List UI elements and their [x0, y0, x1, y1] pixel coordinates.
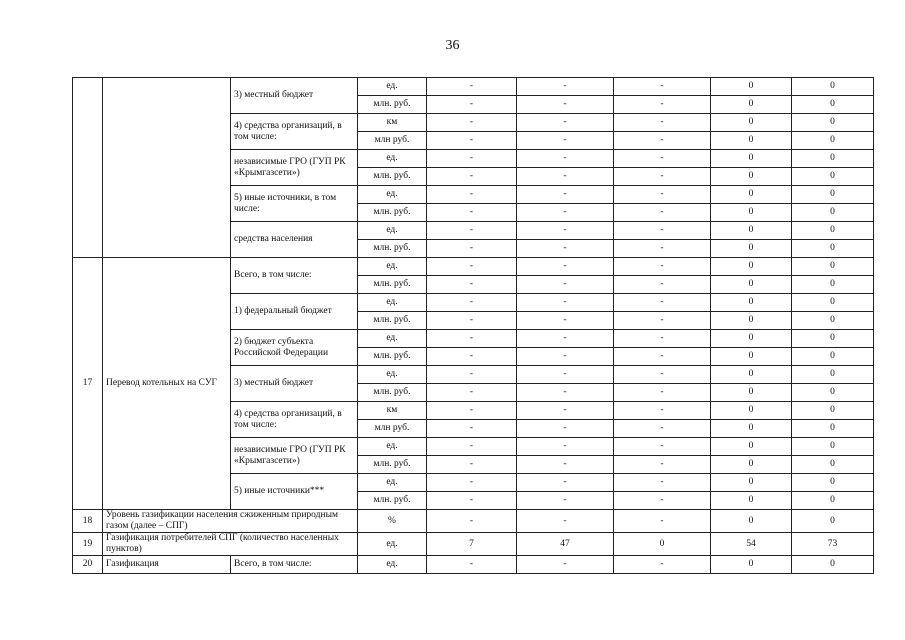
table-row	[73, 510, 874, 533]
value-cell: -	[614, 420, 711, 438]
value-cell: 0	[711, 438, 792, 456]
value-cell: 0	[711, 150, 792, 168]
value-cell: 0	[792, 240, 874, 258]
value-cell: -	[517, 168, 614, 186]
unit-cell: млн руб.	[358, 420, 427, 438]
value-cell: 0	[792, 348, 874, 366]
unit-cell: ед.	[358, 533, 427, 556]
value-cell: -	[427, 258, 517, 276]
value-cell: -	[517, 312, 614, 330]
value-cell: 0	[792, 258, 874, 276]
value-cell: 0	[711, 276, 792, 294]
row-name: Газификация потребителей СПГ (количество населенных пунктов)	[103, 533, 358, 556]
value-cell: 0	[711, 312, 792, 330]
table-row	[73, 258, 874, 276]
value-cell: -	[614, 258, 711, 276]
value-cell: -	[517, 330, 614, 348]
value-cell: -	[614, 348, 711, 366]
value-cell: -	[427, 204, 517, 222]
value-cell: -	[614, 384, 711, 402]
value-cell: -	[427, 276, 517, 294]
value-cell: -	[517, 204, 614, 222]
row-number: 18	[73, 510, 103, 533]
unit-cell: км	[358, 114, 427, 132]
value-cell: -	[517, 114, 614, 132]
value-cell: -	[427, 510, 517, 533]
value-cell: -	[517, 132, 614, 150]
value-cell: 0	[711, 420, 792, 438]
value-cell: -	[517, 348, 614, 366]
value-cell: -	[517, 556, 614, 574]
value-cell: -	[427, 186, 517, 204]
value-cell: 0	[792, 438, 874, 456]
unit-cell: ед.	[358, 222, 427, 240]
subrow-label: 5) иные источники, в том числе:	[231, 186, 358, 222]
value-cell: 0	[792, 204, 874, 222]
subrow-label: 5) иные источники***	[231, 474, 358, 510]
value-cell: 0	[792, 456, 874, 474]
unit-cell: ед.	[358, 186, 427, 204]
unit-cell: ед.	[358, 366, 427, 384]
unit-cell: ед.	[358, 258, 427, 276]
value-cell: -	[427, 132, 517, 150]
value-cell: 0	[711, 78, 792, 96]
value-cell: -	[517, 402, 614, 420]
value-cell: 0	[792, 384, 874, 402]
value-cell: 0	[711, 168, 792, 186]
subrow-label: независимые ГРО (ГУП РК «Крымгазсети»)	[231, 150, 358, 186]
value-cell: -	[517, 258, 614, 276]
unit-cell: ед.	[358, 78, 427, 96]
unit-cell: млн. руб.	[358, 204, 427, 222]
value-cell: -	[517, 438, 614, 456]
value-cell: -	[517, 492, 614, 510]
data-table	[72, 77, 874, 574]
value-cell: 0	[614, 533, 711, 556]
value-cell: 0	[792, 402, 874, 420]
value-cell: 0	[792, 492, 874, 510]
value-cell: -	[517, 474, 614, 492]
value-cell: 0	[792, 556, 874, 574]
value-cell: 0	[792, 276, 874, 294]
value-cell: -	[427, 420, 517, 438]
value-cell: -	[517, 96, 614, 114]
value-cell: -	[427, 492, 517, 510]
unit-cell: млн. руб.	[358, 456, 427, 474]
value-cell: 0	[792, 294, 874, 312]
value-cell: 73	[792, 533, 874, 556]
value-cell: 0	[711, 294, 792, 312]
value-cell: 0	[792, 330, 874, 348]
value-cell: -	[517, 186, 614, 204]
value-cell: -	[614, 114, 711, 132]
unit-cell: млн. руб.	[358, 168, 427, 186]
value-cell: -	[427, 348, 517, 366]
value-cell: -	[614, 510, 711, 533]
value-cell: 0	[711, 240, 792, 258]
unit-cell: км	[358, 402, 427, 420]
row-name: Перевод котельных на СУГ	[103, 258, 231, 510]
value-cell: 0	[711, 348, 792, 366]
value-cell: -	[427, 402, 517, 420]
unit-cell: ед.	[358, 556, 427, 574]
subrow-label: 1) федеральный бюджет	[231, 294, 358, 330]
value-cell: 0	[711, 556, 792, 574]
value-cell: -	[517, 456, 614, 474]
value-cell: 0	[711, 384, 792, 402]
value-cell: -	[517, 150, 614, 168]
value-cell: -	[427, 168, 517, 186]
value-cell: 0	[711, 474, 792, 492]
subrow-label: независимые ГРО (ГУП РК «Крымгазсети»)	[231, 438, 358, 474]
unit-cell: ед.	[358, 438, 427, 456]
value-cell: 0	[711, 186, 792, 204]
value-cell: -	[517, 240, 614, 258]
row-number: 19	[73, 533, 103, 556]
unit-cell: ед.	[358, 330, 427, 348]
value-cell: -	[614, 132, 711, 150]
value-cell: -	[614, 96, 711, 114]
unit-cell: млн. руб.	[358, 276, 427, 294]
value-cell: -	[517, 510, 614, 533]
value-cell: 0	[711, 330, 792, 348]
row-name: Газификация	[103, 556, 231, 574]
value-cell: 7	[427, 533, 517, 556]
value-cell: -	[427, 456, 517, 474]
value-cell: 0	[711, 96, 792, 114]
unit-cell: млн. руб.	[358, 384, 427, 402]
subrow-label: 3) местный бюджет	[231, 78, 358, 114]
value-cell: 0	[792, 96, 874, 114]
row-number: 17	[73, 258, 103, 510]
unit-cell: млн. руб.	[358, 96, 427, 114]
value-cell: -	[427, 384, 517, 402]
value-cell: -	[517, 366, 614, 384]
unit-cell: млн. руб.	[358, 348, 427, 366]
value-cell: 0	[711, 510, 792, 533]
value-cell: -	[614, 402, 711, 420]
value-cell: -	[517, 78, 614, 96]
value-cell: 0	[711, 132, 792, 150]
value-cell: -	[614, 168, 711, 186]
value-cell: 0	[792, 474, 874, 492]
value-cell: -	[614, 312, 711, 330]
value-cell: 0	[792, 168, 874, 186]
value-cell: 0	[792, 222, 874, 240]
value-cell: -	[614, 492, 711, 510]
value-cell: 0	[711, 114, 792, 132]
unit-cell: ед.	[358, 150, 427, 168]
unit-cell: %	[358, 510, 427, 533]
value-cell: 0	[792, 186, 874, 204]
row-number: 20	[73, 556, 103, 574]
unit-cell: млн. руб.	[358, 312, 427, 330]
value-cell: -	[614, 330, 711, 348]
value-cell: -	[427, 240, 517, 258]
subrow-label: 4) средства организаций, в том числе:	[231, 114, 358, 150]
value-cell: -	[427, 96, 517, 114]
value-cell: -	[614, 366, 711, 384]
row-name-cell	[103, 78, 231, 258]
subrow-label: Всего, в том числе:	[231, 556, 358, 574]
subrow-label: 2) бюджет субъекта Российской Федерации	[231, 330, 358, 366]
value-cell: -	[614, 556, 711, 574]
value-cell: 0	[711, 492, 792, 510]
value-cell: 0	[711, 402, 792, 420]
value-cell: -	[517, 294, 614, 312]
unit-cell: млн. руб.	[358, 240, 427, 258]
value-cell: 54	[711, 533, 792, 556]
value-cell: 0	[711, 258, 792, 276]
value-cell: 0	[711, 456, 792, 474]
subrow-label: 3) местный бюджет	[231, 366, 358, 402]
value-cell: -	[427, 330, 517, 348]
subrow-label: 4) средства организаций, в том числе:	[231, 402, 358, 438]
unit-cell: ед.	[358, 474, 427, 492]
table-row	[73, 556, 874, 574]
value-cell: -	[517, 384, 614, 402]
table-row	[73, 533, 874, 556]
value-cell: -	[517, 222, 614, 240]
value-cell: 0	[792, 78, 874, 96]
value-cell: 0	[711, 222, 792, 240]
unit-cell: млн руб.	[358, 132, 427, 150]
value-cell: 47	[517, 533, 614, 556]
value-cell: -	[614, 240, 711, 258]
value-cell: 0	[792, 366, 874, 384]
value-cell: -	[517, 420, 614, 438]
value-cell: -	[427, 78, 517, 96]
unit-cell: ед.	[358, 294, 427, 312]
value-cell: -	[614, 186, 711, 204]
value-cell: 0	[792, 114, 874, 132]
value-cell: 0	[792, 312, 874, 330]
value-cell: -	[427, 366, 517, 384]
value-cell: -	[427, 222, 517, 240]
value-cell: 0	[792, 132, 874, 150]
value-cell: -	[614, 204, 711, 222]
table-row	[73, 78, 874, 96]
value-cell: -	[427, 114, 517, 132]
page-number: 36	[445, 38, 460, 53]
value-cell: -	[614, 78, 711, 96]
value-cell: -	[614, 276, 711, 294]
value-cell: -	[427, 438, 517, 456]
value-cell: -	[427, 312, 517, 330]
subrow-label: средства населения	[231, 222, 358, 258]
value-cell: -	[427, 294, 517, 312]
value-cell: -	[427, 150, 517, 168]
row-number-cell	[73, 78, 103, 258]
value-cell: -	[614, 150, 711, 168]
subrow-label: Всего, в том числе:	[231, 258, 358, 294]
value-cell: -	[614, 222, 711, 240]
value-cell: -	[614, 294, 711, 312]
value-cell: 0	[792, 510, 874, 533]
value-cell: -	[427, 556, 517, 574]
value-cell: -	[427, 474, 517, 492]
row-name: Уровень газификации населения сжиженным природным газом (далее – СПГ)	[103, 510, 358, 533]
value-cell: -	[614, 474, 711, 492]
value-cell: 0	[792, 420, 874, 438]
value-cell: -	[614, 456, 711, 474]
value-cell: 0	[711, 204, 792, 222]
unit-cell: млн. руб.	[358, 492, 427, 510]
value-cell: -	[614, 438, 711, 456]
value-cell: 0	[792, 150, 874, 168]
value-cell: -	[517, 276, 614, 294]
value-cell: 0	[711, 366, 792, 384]
